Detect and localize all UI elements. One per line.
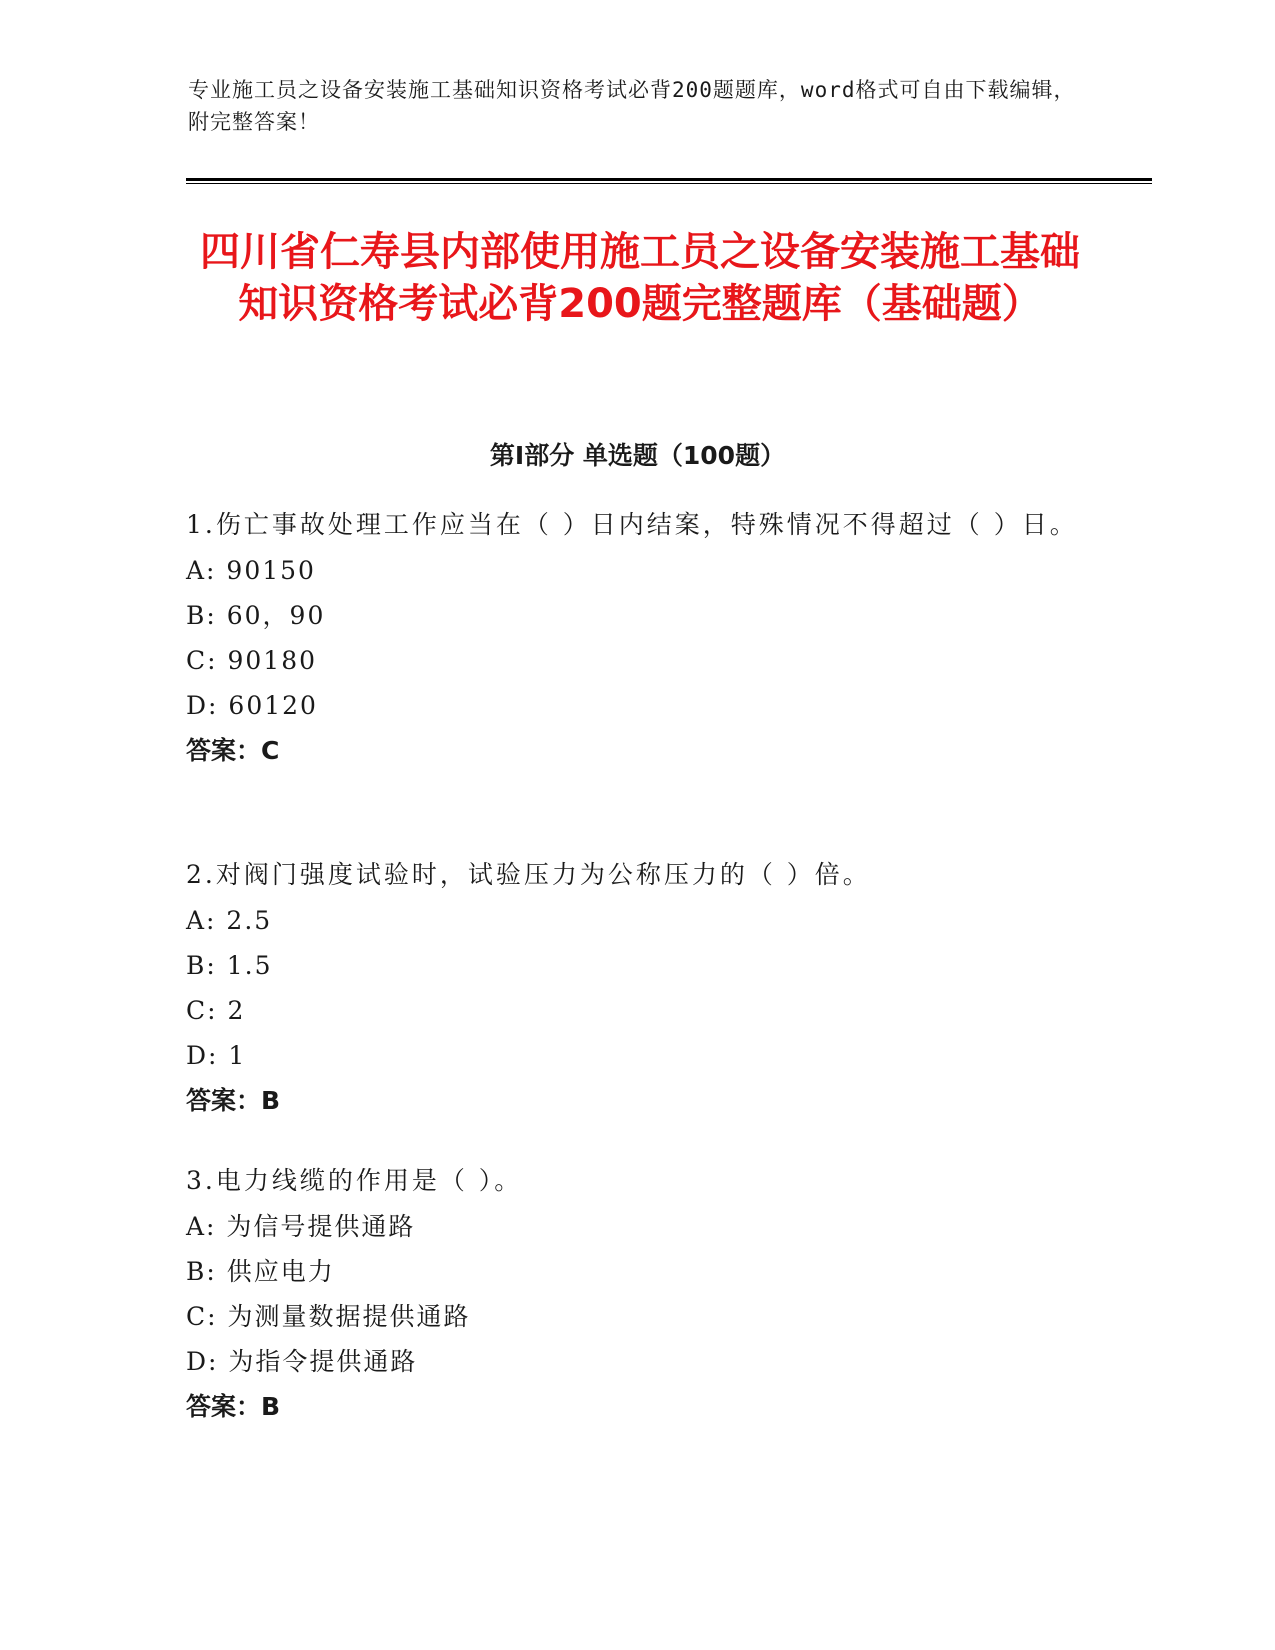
option-b: B: 供应电力	[186, 1257, 335, 1286]
question-2	[186, 852, 1086, 1124]
question-stem: 1.伤亡事故处理工作应当在（ ）日内结案，特殊情况不得超过（ ）日。	[186, 510, 1078, 539]
answer: 答案：C	[186, 736, 280, 765]
header-divider-thick	[186, 178, 1152, 181]
answer: 答案：B	[186, 1086, 281, 1115]
option-a: A: 90150	[186, 556, 316, 585]
option-b: B: 1.5	[186, 951, 273, 980]
header-note: 专业施工员之设备安装施工基础知识资格考试必背200题题库，word格式可自由下载编辑，附完整答案！	[188, 78, 1076, 134]
question-1	[186, 502, 1086, 774]
answer: 答案：B	[186, 1392, 281, 1421]
question-stem: 2.对阀门强度试验时，试验压力为公称压力的（ ）倍。	[186, 860, 871, 889]
option-d: D: 为指令提供通路	[186, 1347, 418, 1376]
option-a: A: 为信号提供通路	[186, 1212, 416, 1241]
document-title: 四川省仁寿县内部使用施工员之设备安装施工基础知识资格考试必背200题完整题库（基础题）	[200, 229, 1080, 327]
option-c: C: 90180	[186, 646, 318, 675]
question-3	[186, 1158, 1086, 1430]
option-d: D: 1	[186, 1041, 247, 1070]
section-title: 第Ⅰ部分 单选题（100题）	[489, 441, 786, 470]
question-stem: 3.电力线缆的作用是（ ）。	[186, 1166, 523, 1195]
option-b: B: 60，90	[186, 601, 326, 630]
option-c: C: 2	[186, 996, 246, 1025]
option-a: A: 2.5	[186, 906, 273, 935]
option-d: D: 60120	[186, 691, 318, 720]
header-divider-thin	[186, 183, 1152, 184]
option-c: C: 为测量数据提供通路	[186, 1302, 471, 1331]
